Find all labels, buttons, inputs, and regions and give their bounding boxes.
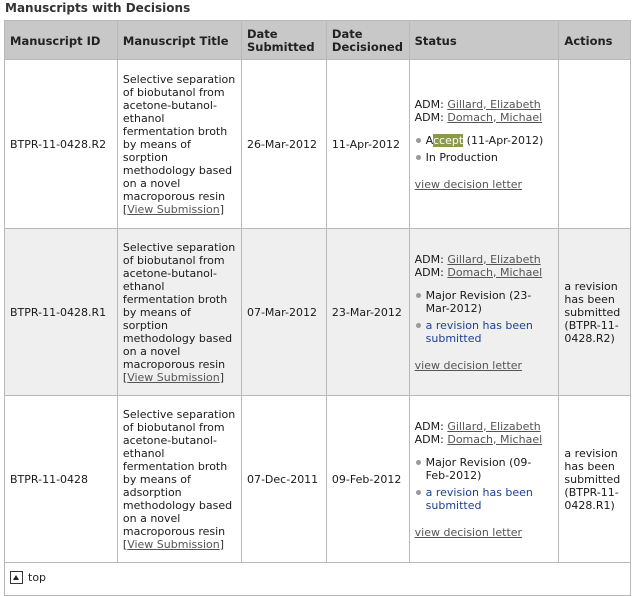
adm-gillard-link[interactable]: Gillard, Elizabeth xyxy=(447,252,541,266)
manuscript-title: Selective separation of biobutanol from acetone-butanol-ethanol fermentation broth by means of sorption methodology based on a novel macroporous resin xyxy=(122,240,236,371)
view-decision-letter-link[interactable]: view decision letter xyxy=(414,177,523,191)
header-status: Status xyxy=(409,21,559,60)
arrow-up-icon xyxy=(10,571,23,584)
manuscript-id: BTPR-11-0428.R1 xyxy=(5,229,118,396)
adm-domach-link[interactable]: Domach, Michael xyxy=(447,110,543,124)
view-decision-letter-link[interactable]: view decision letter xyxy=(414,358,523,372)
bullet-icon xyxy=(416,155,421,160)
table-row xyxy=(5,396,631,563)
status-item: Accept (11-Apr-2012) xyxy=(415,134,554,147)
table-footer-row xyxy=(5,563,631,596)
manuscript-id: BTPR-11-0428 xyxy=(5,396,118,563)
manuscript-id: BTPR-11-0428.R2 xyxy=(5,60,118,229)
manuscripts-table xyxy=(4,20,631,596)
view-submission-link[interactable]: View Submission xyxy=(127,202,220,216)
top-label: top xyxy=(28,571,47,584)
adm-label: ADM: xyxy=(414,419,444,433)
action-cell: a revision has been submitted (BTPR-11-0428.R2) xyxy=(559,229,631,396)
header-date-submitted: Date Submitted xyxy=(241,21,326,60)
footer-cell xyxy=(5,563,631,596)
date-decisioned: 09-Feb-2012 xyxy=(326,396,409,563)
bullet-icon xyxy=(416,323,421,328)
bullet-icon xyxy=(416,138,421,143)
date-submitted: 26-Mar-2012 xyxy=(241,60,326,229)
date-decisioned: 23-Mar-2012 xyxy=(326,229,409,396)
revision-submitted-link[interactable]: a revision has been submitted xyxy=(425,485,533,512)
bullet-icon xyxy=(416,460,421,465)
header-manuscript-title: Manuscript Title xyxy=(117,21,241,60)
date-submitted: 07-Dec-2011 xyxy=(241,396,326,563)
table-row xyxy=(5,60,631,229)
view-decision-letter-link[interactable]: view decision letter xyxy=(414,525,523,539)
adm-domach-link[interactable]: Domach, Michael xyxy=(447,265,543,279)
back-to-top-link[interactable] xyxy=(10,571,46,584)
header-date-decisioned: Date Decisioned xyxy=(326,21,409,60)
action-cell: a revision has been submitted (BTPR-11-0428.R1) xyxy=(559,396,631,563)
highlighted-text: ccept xyxy=(432,133,464,147)
action-cell xyxy=(559,60,631,229)
date-decisioned: 11-Apr-2012 xyxy=(326,60,409,229)
manuscript-title: Selective separation of biobutanol from acetone-butanol-ethanol fermentation broth by means of adsorption methodology based on a novel macroporous resin xyxy=(122,407,236,538)
adm-label: ADM: xyxy=(414,97,444,111)
adm-label: ADM: xyxy=(414,110,444,124)
table-header-row xyxy=(5,21,631,60)
bullet-icon xyxy=(416,490,421,495)
adm-gillard-link[interactable]: Gillard, Elizabeth xyxy=(447,97,541,111)
manuscript-title-cell: Selective separation of biobutanol from acetone-butanol-ethanol fermentation broth by means of adsorption methodology based on a novel macroporous resin [View Submission] xyxy=(117,396,241,563)
status-cell xyxy=(409,396,559,563)
manuscript-title-cell: Selective separation of biobutanol from acetone-butanol-ethanol fermentation broth by means of sorption methodology based on a novel macroporous resin [View Submission] xyxy=(117,60,241,229)
manuscript-title: Selective separation of biobutanol from acetone-butanol-ethanol fermentation broth by means of sorption methodology based on a novel macroporous resin xyxy=(122,72,236,203)
date-submitted: 07-Mar-2012 xyxy=(241,229,326,396)
status-cell xyxy=(409,60,559,229)
view-submission-link[interactable]: View Submission xyxy=(127,537,220,551)
bullet-icon xyxy=(416,293,421,298)
status-item xyxy=(415,319,554,345)
adm-label: ADM: xyxy=(414,252,444,266)
view-submission-link[interactable]: View Submission xyxy=(127,370,220,384)
table-row xyxy=(5,229,631,396)
adm-gillard-link[interactable]: Gillard, Elizabeth xyxy=(447,419,541,433)
status-item: In Production xyxy=(415,151,554,164)
header-manuscript-id: Manuscript ID xyxy=(5,21,118,60)
status-item xyxy=(415,486,554,512)
adm-label: ADM: xyxy=(414,265,444,279)
section-title: Manuscripts with Decisions xyxy=(5,1,191,15)
adm-label: ADM: xyxy=(414,432,444,446)
status-cell xyxy=(409,229,559,396)
status-item: Major Revision (09-Feb-2012) xyxy=(415,456,554,482)
revision-submitted-link[interactable]: a revision has been submitted xyxy=(425,318,533,345)
manuscript-title-cell: Selective separation of biobutanol from acetone-butanol-ethanol fermentation broth by means of sorption methodology based on a novel macroporous resin [View Submission] xyxy=(117,229,241,396)
adm-domach-link[interactable]: Domach, Michael xyxy=(447,432,543,446)
header-actions: Actions xyxy=(559,21,631,60)
status-item: Major Revision (23-Mar-2012) xyxy=(415,289,554,315)
